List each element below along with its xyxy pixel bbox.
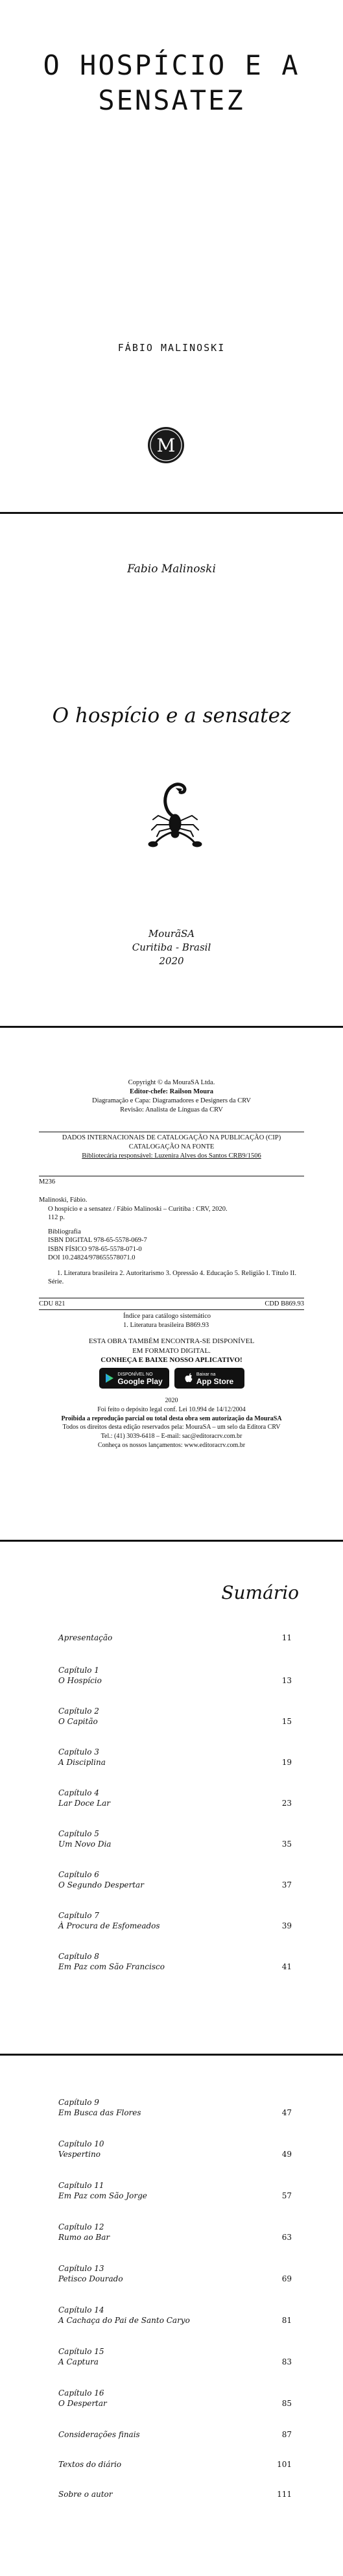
toc-entry-subtitle: O Hospício <box>58 1676 102 1685</box>
app-store-small: Baixar na <box>196 1372 216 1377</box>
toc-entry-page: 23 <box>281 1799 292 1808</box>
toc-entry-page: 19 <box>281 1758 292 1767</box>
cip-heading <box>39 1134 304 1161</box>
toc-entry-label: Sobre o autor <box>58 2490 113 2499</box>
toc-entry[interactable] <box>58 2263 292 2284</box>
publisher-logo-icon <box>147 426 185 465</box>
cip-code: M236 <box>39 1178 56 1185</box>
halftitle-city: Curitiba - Brasil <box>132 942 211 953</box>
toc-entry-subtitle: Um Novo Dia <box>58 1840 112 1849</box>
cip-title-2: CATALOGAÇÃO NA FONTE <box>128 1143 215 1150</box>
toc-entry-label: Apresentação <box>58 1633 113 1642</box>
toc-entry[interactable] <box>58 2222 292 2242</box>
copyright-line: Copyright © da MouraSA Ltda. <box>128 1079 215 1086</box>
copyright-page <box>0 1028 343 1542</box>
toc-entry-subtitle: Rumo ao Bar <box>58 2233 110 2242</box>
toc-entry-page: 69 <box>281 2274 292 2283</box>
publisher-logo-letter: M <box>156 435 176 456</box>
toc-entry-page: 15 <box>281 1717 292 1726</box>
google-play-badge[interactable] <box>99 1368 169 1389</box>
digital-line-2: EM FORMATO DIGITAL. <box>132 1346 211 1355</box>
legal-line: Proibida a reprodução parcial ou total desta obra sem autorização da MouraSA <box>61 1415 282 1422</box>
cip-body <box>39 1191 304 1287</box>
apple-icon <box>185 1373 193 1383</box>
toc-entry-subtitle: O Segundo Despertar <box>58 1880 144 1889</box>
toc-entry-page: 39 <box>281 1921 292 1930</box>
toc-entry-page: 11 <box>281 1633 292 1642</box>
entry-line: Malinoski, Fábio. <box>39 1197 88 1204</box>
toc-entry-page: 37 <box>281 1880 292 1889</box>
legal-line: Conheça os nossos lançamentos: www.editoracrv.com.br <box>97 1441 246 1449</box>
legal-line: Todos os direitos desta edição reservados pela: MouraSA – um selo da Editora CRV <box>62 1424 281 1431</box>
toc-entry-page: 83 <box>281 2357 292 2366</box>
half-title-page <box>0 514 343 1028</box>
toc-entry[interactable] <box>58 1910 292 1931</box>
toc-entry-subtitle: Em Paz com São Jorge <box>58 2191 147 2200</box>
toc-entry-label: Capítulo 11 <box>58 2181 104 2190</box>
cover-title-line1: O HOSPÍCIO E A <box>43 49 300 81</box>
toc-entry-page: 81 <box>281 2316 292 2325</box>
google-play-icon <box>105 1373 114 1383</box>
toc-entry-label: Capítulo 9 <box>58 2098 99 2107</box>
toc-entry[interactable] <box>58 1829 292 1849</box>
cover-page <box>0 0 343 514</box>
toc-entry[interactable] <box>58 2097 292 2118</box>
legal-notice <box>0 1396 343 1450</box>
legal-line: 2020 <box>165 1397 178 1404</box>
index-entry: 1. Literatura brasileira B869.93 <box>123 1321 209 1329</box>
toc-entry-label: Capítulo 14 <box>58 2305 104 2315</box>
toc-entry-label: Capítulo 3 <box>58 1747 99 1756</box>
copyright-credits <box>0 1078 343 1115</box>
systematic-index <box>123 1312 211 1330</box>
toc-entry-subtitle: Em Busca das Flores <box>58 2108 141 2117</box>
toc-entry-page: 49 <box>281 2150 292 2159</box>
toc-entry-label: Capítulo 15 <box>58 2347 104 2356</box>
halftitle-imprint <box>0 927 343 968</box>
toc-entry-label: Capítulo 13 <box>58 2264 104 2273</box>
entry-line: O hospício e a sensatez / Fábio Malinoski – Curitiba : CRV, 2020. <box>48 1205 228 1213</box>
design-line: Diagramação e Capa: Diagramadores e Designers da CRV <box>92 1097 251 1104</box>
halftitle-author: Fabio Malinoski <box>127 563 216 576</box>
toc-entry[interactable] <box>58 1706 292 1727</box>
toc-entry[interactable] <box>58 2180 292 2201</box>
toc-entry[interactable] <box>58 2429 292 2440</box>
cdd-code: CDD B869.93 <box>265 1300 304 1307</box>
google-play-small: DISPONÍVEL NO <box>117 1372 153 1377</box>
toc-entry-subtitle: À Procura de Esfomeados <box>58 1921 160 1930</box>
toc-entry-page: 13 <box>281 1676 292 1685</box>
app-store-badge[interactable] <box>174 1368 244 1389</box>
google-play-label: Google Play <box>117 1377 163 1386</box>
toc-entry[interactable] <box>58 1869 292 1890</box>
revision-line: Revisão: Analista de Línguas da CRV <box>120 1106 223 1113</box>
toc-entry-label: Capítulo 10 <box>58 2139 104 2148</box>
toc-entry-subtitle: Petisco Dourado <box>58 2274 123 2283</box>
toc-entry-label: Capítulo 16 <box>58 2388 104 2398</box>
toc-entry-label: Capítulo 12 <box>58 2222 104 2231</box>
toc-entry-subtitle: Em Paz com São Francisco <box>58 1962 165 1971</box>
cip-title-3: Bibliotecária responsável: Luzenira Alves dos Santos CRB9/1506 <box>82 1152 261 1160</box>
biblio-line: ISBN FÍSICO 978-65-5578-071-0 <box>48 1245 142 1253</box>
app-store-badges <box>0 1368 343 1389</box>
toc-entry-label: Capítulo 2 <box>58 1707 99 1716</box>
digital-notice <box>0 1337 343 1365</box>
toc-entry[interactable] <box>58 2346 292 2367</box>
toc-entry-page: 101 <box>277 2460 292 2469</box>
toc-entry-subtitle: O Despertar <box>58 2399 107 2408</box>
subjects-line: 1. Literatura brasileira 2. Autoritarismo 3. Opressão 4. Educação 5. Religião I. Título II. Série. <box>48 1269 296 1285</box>
toc-title: Sumário <box>221 1582 299 1603</box>
toc-entry-label: Considerações finais <box>58 2430 140 2439</box>
toc-entry[interactable] <box>58 2489 292 2499</box>
app-store-label: App Store <box>196 1377 234 1386</box>
toc-entry-subtitle: Vespertino <box>58 2150 101 2159</box>
toc-entry-page: 63 <box>281 2233 292 2242</box>
classification-row <box>39 1300 304 1307</box>
toc-entry[interactable] <box>58 1951 292 1972</box>
toc-entry[interactable] <box>58 1665 292 1686</box>
toc-entry[interactable] <box>58 1747 292 1768</box>
toc-entry-label: Capítulo 1 <box>58 1666 99 1675</box>
toc-entry-label: Capítulo 5 <box>58 1829 99 1838</box>
scorpion-icon <box>144 772 206 848</box>
entry-line: 112 p. <box>48 1214 65 1221</box>
editor-line: Editor-chefe: Railson Moura <box>129 1088 214 1095</box>
cip-title-1: DADOS INTERNACIONAIS DE CATALOGAÇÃO NA PUBLICAÇÃO (CIP) <box>62 1134 281 1141</box>
toc-entry[interactable] <box>58 2139 292 2159</box>
cdu-code: CDU 821 <box>39 1300 65 1307</box>
cover-author: FÁBIO MALINOSKI <box>117 342 226 354</box>
cip-rule-end <box>39 1309 304 1310</box>
toc-entry-page: 41 <box>281 1962 292 1971</box>
toc-entry[interactable] <box>58 2459 292 2470</box>
toc-entry[interactable] <box>58 1788 292 1808</box>
toc-entry-page: 47 <box>281 2108 292 2117</box>
cover-title <box>0 48 343 118</box>
toc-entry-page: 35 <box>281 1840 292 1849</box>
toc-entry-label: Textos do diário <box>58 2460 122 2469</box>
toc-entry-page: 85 <box>281 2399 292 2408</box>
toc-page-2 <box>0 2056 343 2576</box>
biblio-line: Bibliografia <box>48 1228 81 1235</box>
cover-title-line2: SENSATEZ <box>98 84 245 116</box>
toc-entry-label: Capítulo 6 <box>58 1870 99 1879</box>
digital-line-1: ESTA OBRA TAMBÉM ENCONTRA-SE DISPONÍVEL <box>88 1337 255 1345</box>
toc-entry-label: Capítulo 7 <box>58 1911 99 1920</box>
biblio-line: ISBN DIGITAL 978-65-5578-069-7 <box>48 1237 147 1244</box>
legal-line: Foi feito o depósito legal conf. Lei 10.994 de 14/12/2004 <box>97 1405 246 1413</box>
toc-entry[interactable] <box>58 1633 292 1643</box>
toc-entry[interactable] <box>58 2388 292 2409</box>
toc-entry[interactable] <box>58 2305 292 2326</box>
toc-page-1 <box>0 1542 343 2056</box>
toc-entry-subtitle: O Capitão <box>58 1717 98 1726</box>
toc-entry-subtitle: A Cachaça do Pai de Santo Caryo <box>58 2316 190 2325</box>
toc-entry-page: 111 <box>277 2490 292 2499</box>
toc-entry-subtitle: A Captura <box>58 2357 99 2366</box>
halftitle-publisher: MourãSA <box>148 928 195 940</box>
toc-entry-page: 87 <box>281 2430 292 2439</box>
halftitle-title: O hospício e a sensatez <box>52 704 291 727</box>
toc-entry-subtitle: A Disciplina <box>58 1758 106 1767</box>
legal-line: Tel.: (41) 3039-6418 – E-mail: sac@editoracrv.com.br <box>101 1433 242 1440</box>
halftitle-year: 2020 <box>159 955 184 967</box>
toc-entry-page: 57 <box>281 2191 292 2200</box>
toc-entry-label: Capítulo 4 <box>58 1788 99 1797</box>
digital-line-3: CONHEÇA E BAIXE NOSSO APLICATIVO! <box>101 1356 242 1364</box>
toc-entry-subtitle: Lar Doce Lar <box>58 1799 111 1808</box>
index-title: Índice para catálogo sistemático <box>123 1313 211 1320</box>
biblio-line: DOI 10.24824/978655578071.0 <box>48 1254 136 1261</box>
toc-entry-label: Capítulo 8 <box>58 1952 99 1961</box>
